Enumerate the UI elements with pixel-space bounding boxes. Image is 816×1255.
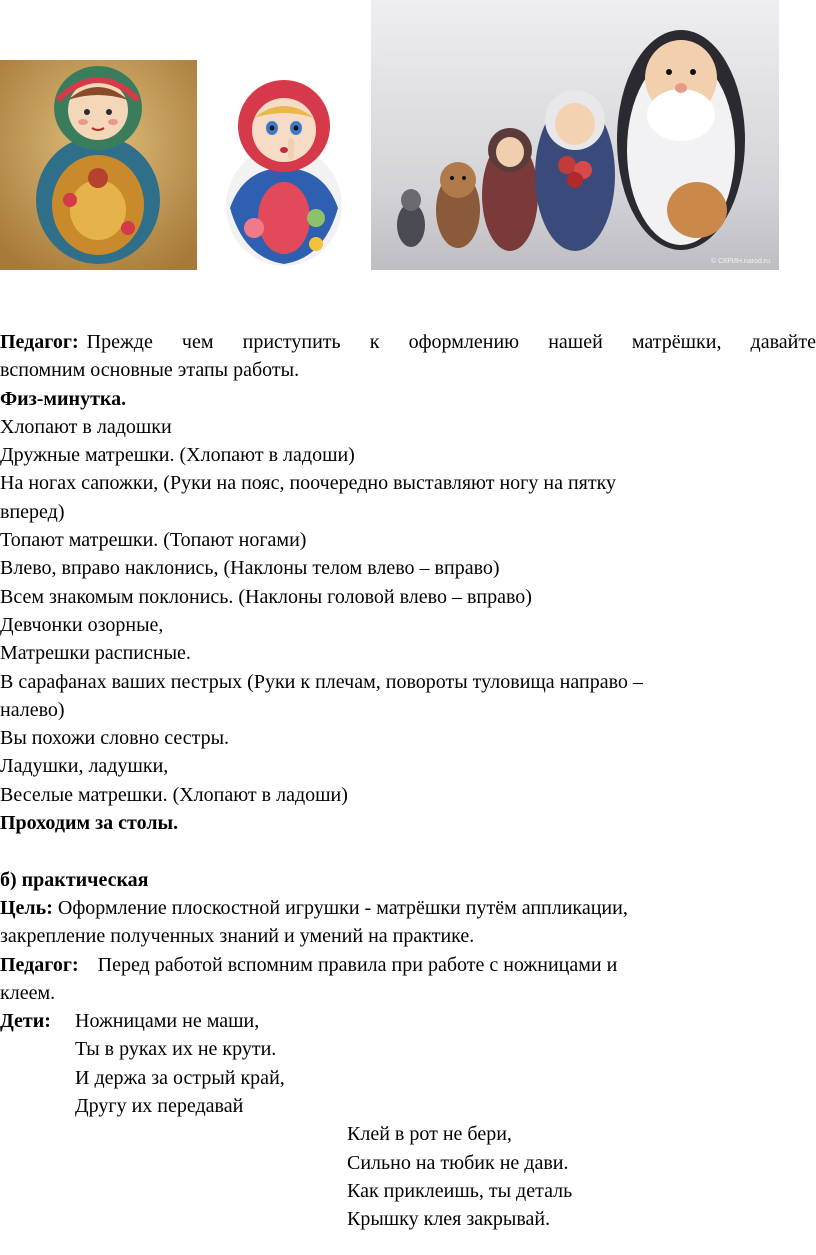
poem1-line: Ножницами не маши, bbox=[75, 1010, 260, 1033]
matryoshka-girl-photo bbox=[204, 68, 364, 268]
kids-line-1 bbox=[0, 1007, 816, 1035]
intro-text-1: Прежде чем приступить к оформлению нашей матрёшки, давайте bbox=[86, 331, 816, 353]
practical-heading: б) практическая bbox=[0, 868, 149, 891]
closing-line: Проходим за столы. bbox=[0, 812, 179, 835]
teacher-label: Педагог: bbox=[0, 331, 79, 353]
matryoshka-samovar-photo bbox=[0, 60, 197, 270]
poem1-line: Ты в руках их не крути. bbox=[75, 1038, 277, 1061]
verse-line: Девчонки озорные, bbox=[0, 613, 164, 636]
poem2-line: Клей в рот не бери, bbox=[347, 1123, 512, 1146]
kids-label: Дети: bbox=[0, 1010, 51, 1033]
goal-label: Цель: bbox=[0, 896, 53, 919]
verse-line: Всем знакомым поклонись. (Наклоны головой влево – вправо) bbox=[0, 585, 532, 608]
teacher-label-2: Педагог: bbox=[0, 953, 79, 976]
matryoshka-family-set-photo bbox=[371, 0, 779, 270]
verse-line: Ладушки, ладушки, bbox=[0, 755, 169, 778]
verse-line: На ногах сапожки, (Руки на пояс, поочередно выставляют ногу на пятку bbox=[0, 472, 617, 495]
verse-line: Вы похожи словно сестры. bbox=[0, 727, 230, 750]
poem2-line: Как приклеишь, ты деталь bbox=[347, 1179, 573, 1202]
intro-line-2: вспомним основные этапы работы. bbox=[0, 359, 300, 382]
verse-line: налево) bbox=[0, 698, 65, 721]
poem1-line: И держа за острый край, bbox=[75, 1066, 285, 1089]
photo-strip bbox=[0, 0, 816, 275]
teacher-line-2: клеем. bbox=[0, 981, 56, 1004]
goal-line-1 bbox=[0, 894, 816, 922]
intro-line-1 bbox=[0, 328, 816, 356]
verse-line: Матрешки расписные. bbox=[0, 642, 191, 665]
verse-line: Топают матрешки. (Топают ногами) bbox=[0, 529, 307, 552]
teacher-text-1: Перед работой вспомним правила при работе с ножницами и bbox=[97, 953, 618, 976]
verse-line: В сарафанах ваших пестрых (Руки к плечам, повороты туловища направо – bbox=[0, 670, 643, 693]
fizminutka-heading: Физ-минутка. bbox=[0, 387, 127, 410]
watermark-text: © СКРИН.narod.ru bbox=[711, 258, 771, 265]
spacer bbox=[0, 837, 816, 865]
poem2-line: Крышку клея закрывай. bbox=[347, 1208, 551, 1231]
fizminutka-verse bbox=[0, 413, 816, 809]
verse-line: Хлопают в ладошки bbox=[0, 415, 172, 438]
poem2-line: Сильно на тюбик не дави. bbox=[347, 1151, 569, 1174]
goal-line-2: закрепление полученных знаний и умений на практике. bbox=[0, 925, 475, 948]
verse-line: Дружные матрешки. (Хлопают в ладоши) bbox=[0, 444, 355, 467]
verse-line: вперед) bbox=[0, 500, 65, 523]
teacher-line-1 bbox=[0, 951, 816, 979]
verse-line: Влево, вправо наклонись, (Наклоны телом влево – вправо) bbox=[0, 557, 500, 580]
goal-text-1: Оформление плоскостной игрушки - матрёшки путём аппликации, bbox=[57, 896, 628, 919]
document-body bbox=[0, 328, 816, 1234]
verse-line: Веселые матрешки. (Хлопают в ладоши) bbox=[0, 783, 348, 806]
poem1-line: Другу их передавай bbox=[75, 1095, 244, 1118]
